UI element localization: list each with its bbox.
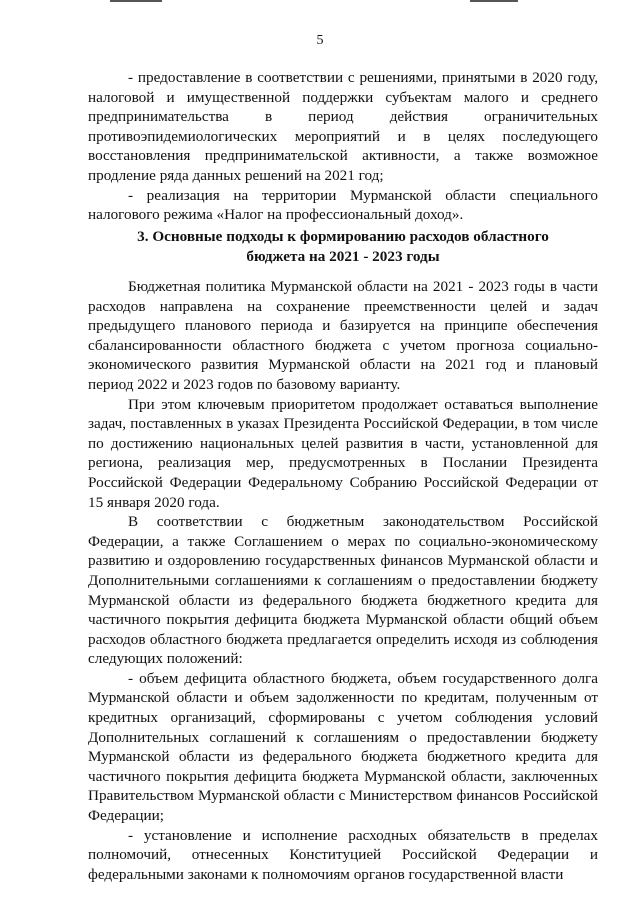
scan-artifact-mark bbox=[110, 0, 162, 2]
main-paragraphs bbox=[88, 277, 598, 884]
section-heading-line: 3. Основные подходы к формированию расходов областного bbox=[137, 228, 549, 245]
paragraph: - установление и исполнение расходных обязательств в пределах полномочий, отнесенных Конституцией Российской Федерации и федеральными законами к полномочиям органов государственной власти bbox=[88, 826, 598, 883]
paragraph: - предоставление в соответствии с решениями, принятыми в 2020 году, налоговой и имущественной поддержки субъектам малого и среднего предпринимательства в период действия ограничительных противоэпидемиологических мероприятий и в целях последующего восстановления предпринимательской активности, а также возможное продление ряда данных решений на 2021 год; bbox=[88, 69, 598, 184]
paragraph: Бюджетная политика Мурманской области на 2021 - 2023 годы в части расходов направлена на сохранение преемственности целей и задач предыдущего планового периода и базируется на принципе обеспечения сбалансированности областного бюджета с учетом прогноза социально-экономического развития Мурманской области на 2021 год и плановый период 2022 и 2023 годов по базовому варианту. bbox=[88, 278, 598, 393]
paragraph: При этом ключевым приоритетом продолжает оставаться выполнение задач, поставленных в указах Президента Российской Федерации, в том числе по достижению национальных целей развития в части, установленной для региона, реализация мер, предусмотренных в Послании Президента Российской Федерации Федеральному Собранию Российской Федерации от 15 января 2020 года. bbox=[88, 395, 598, 511]
paragraph: - объем дефицита областного бюджета, объем государственного долга Мурманской области и объем задолженности по кредитам, полученным от кредитных организаций, сформированы с учетом соблюдения условий Дополнительных соглашений к соглашениям о предоставлении бюджету Мурманской области из федерального бюджета бюджетного кредита для частичного покрытия дефицита бюджета Мурманской области, заключенных Правительством Мурманской области с Министерством финансов Российской Федерации; bbox=[88, 669, 598, 825]
section-heading-line: бюджета на 2021 - 2023 годы bbox=[246, 247, 440, 265]
paragraph: В соответствии с бюджетным законодательством Российской Федерации, а также Соглашением о мерах по социально-экономическому развитию и оздоровлению государственных финансов Мурманской области и Дополнительными соглашениями к соглашениям о предоставлении бюджету Мурманской области из федерального бюджета бюджетного кредита для частичного покрытия дефицита бюджета Мурманской области общий объем расходов областного бюджета предлагается определить исходя из соблюдения следующих положений: bbox=[88, 513, 598, 668]
top-paragraphs bbox=[88, 68, 598, 225]
paragraph: - реализация на территории Мурманской области специального налогового режима «Налог на профессиональный доход». bbox=[88, 186, 598, 224]
section-heading bbox=[88, 227, 598, 266]
page-number: 5 bbox=[316, 33, 324, 48]
scan-artifact-mark bbox=[470, 0, 518, 2]
